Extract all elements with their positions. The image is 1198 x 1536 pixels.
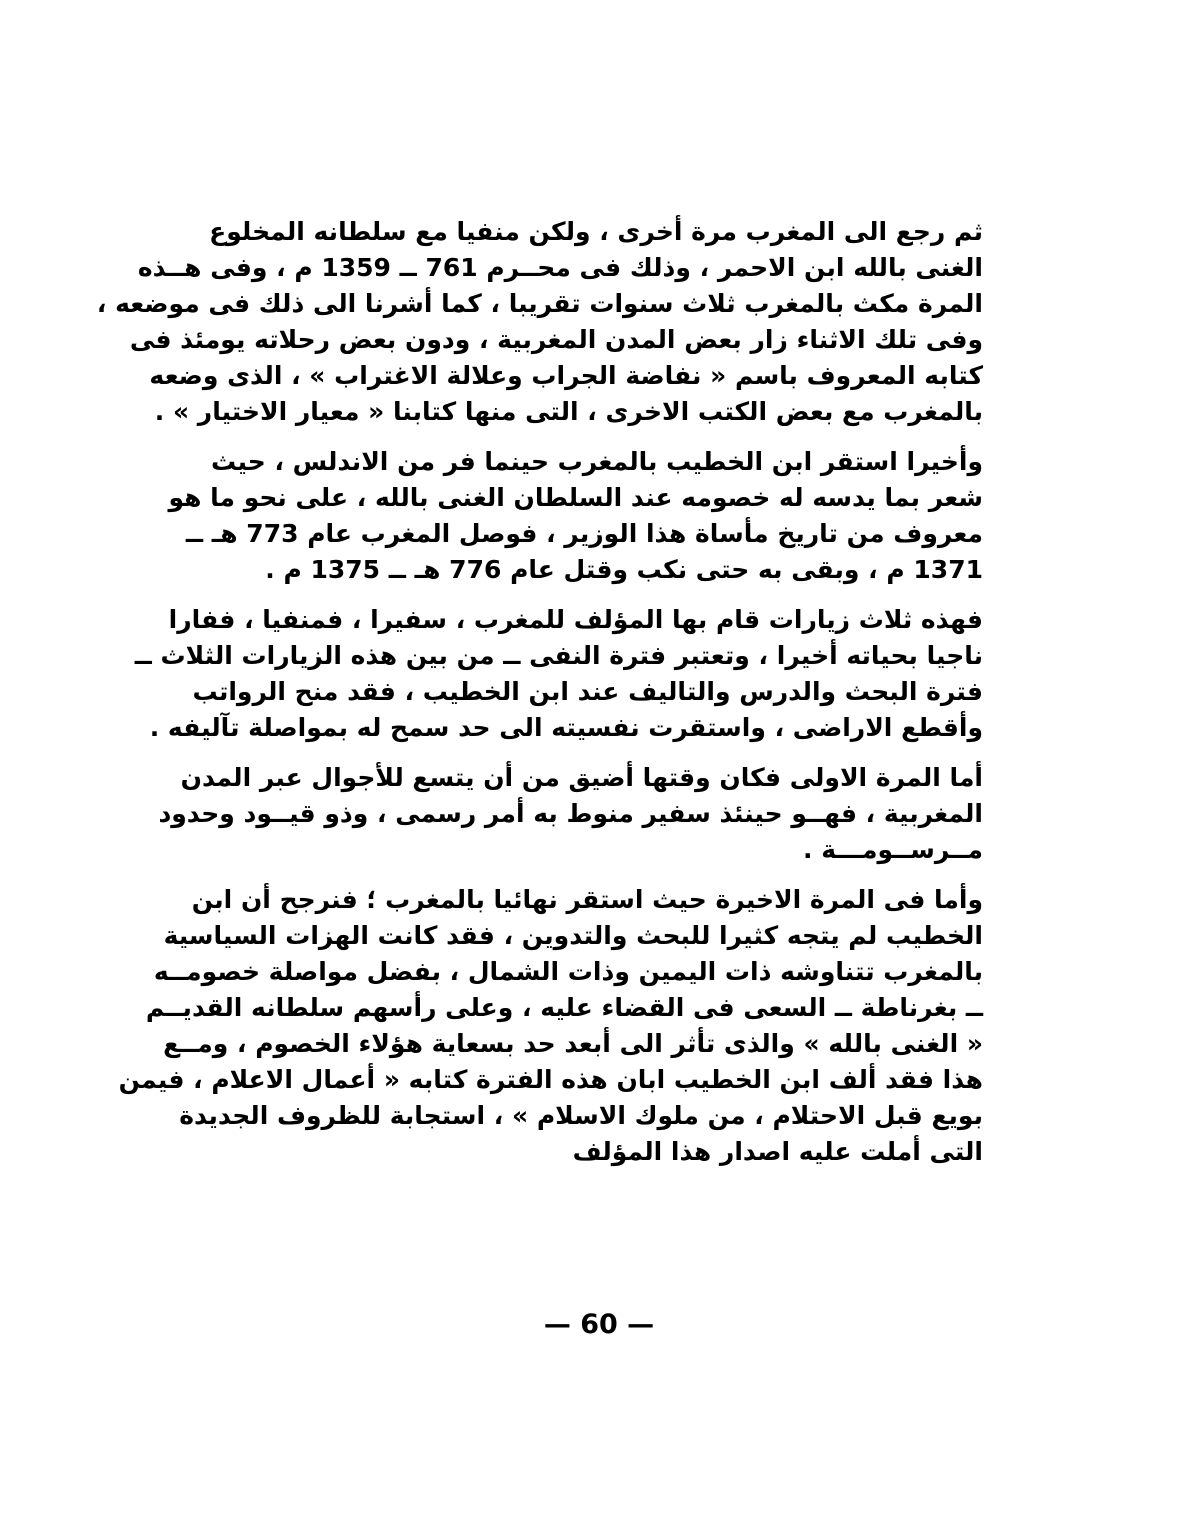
- text-line: فهذه ثلاث زيارات قام بها المؤلف للمغرب ، سفيرا ، فمنفيا ، ففارا: [168, 605, 983, 634]
- text-line: المرة مكث بالمغرب ثلاث سنوات تقريبا ، كما أشرنا الى ذلك فى موضعه ،: [96, 289, 983, 318]
- text-line: وأقطع الاراضى ، واستقرت نفسيته الى حد سمح له بمواصلة تآليفه .: [149, 713, 983, 742]
- text-line: الغنى بالله ابن الاحمر ، وذلك فى محــرم 761 ــ 1359 م ، وفى هــذه: [137, 253, 983, 282]
- text-line: التى أملت عليه اصدار هذا المؤلف: [572, 1137, 983, 1166]
- text-line: معروف من تاريخ مأساة هذا الوزير ، فوصل المغرب عام 773 هـ ــ: [185, 519, 983, 548]
- text-line: ناجيا بحياته أخيرا ، وتعتبر فترة النفى ــ من بين هذه الزيارات الثلاث ــ: [134, 641, 983, 670]
- text-line: 1371 م ، وبقى به حتى نكب وقتل عام 776 هـ ــ 1375 م .: [265, 555, 983, 584]
- text-line: الخطيب لم يتجه كثيرا للبحث والتدوين ، فقد كانت الهزات السياسية: [163, 921, 983, 950]
- text-line: وفى تلك الاثناء زار بعض المدن المغربية ، ودون بعض رحلاته يومئذ فى: [129, 325, 983, 354]
- text-line: بويع قبل الاحتلام ، من ملوك الاسلام » ، استجابة للظروف الجديدة: [179, 1101, 983, 1130]
- text-line: بالمغرب مع بعض الكتب الاخرى ، التى منها كتابنا « معيار الاختيار » .: [154, 397, 983, 426]
- paragraph: [118, 882, 983, 1170]
- text-line: ثم رجع الى المغرب مرة أخرى ، ولكن منفيا مع سلطانه المخلوع: [209, 217, 983, 246]
- paragraph: [158, 760, 983, 868]
- text-line: أما المرة الاولى فكان وقتها أضيق من أن يتسع للأجوال عبر المدن: [180, 763, 983, 792]
- text-line: « الغنى بالله » والذى تأثر الى أبعد حد بسعاية هؤلاء الخصوم ، ومــع: [163, 1029, 983, 1058]
- page-number: — 60 —: [543, 1309, 655, 1340]
- text-line: وأما فى المرة الاخيرة حيث استقر نهائيا بالمغرب ؛ فنرجح أن ابن: [191, 885, 983, 914]
- paragraph: [168, 444, 983, 588]
- text-line: شعر بما يدسه له خصومه عند السلطان الغنى بالله ، على نحو ما هو: [168, 483, 983, 512]
- paragraph: [134, 602, 983, 746]
- text-line: هذا فقد ألف ابن الخطيب ابان هذه الفترة كتابه « أعمال الاعلام ، فيمن: [118, 1065, 983, 1094]
- body-text: [96, 214, 983, 1184]
- text-line: وأخيرا استقر ابن الخطيب بالمغرب حينما فر من الاندلس ، حيث: [211, 447, 983, 476]
- text-line: كتابه المعروف باسم « نفاضة الجراب وعلالة الاغتراب » ، الذى وضعه: [149, 361, 983, 390]
- text-line: المغربية ، فهــو حينئذ سفير منوط به أمر رسمى ، وذو قيــود وحدود: [158, 799, 983, 828]
- text-line: مــرســومـــة .: [803, 835, 983, 864]
- text-line: بالمغرب تتناوشه ذات اليمين وذات الشمال ، بفضل مواصلة خصومــه: [153, 957, 983, 986]
- paragraph: [96, 214, 983, 430]
- text-line: ــ بغرناطة ــ السعى فى القضاء عليه ، وعلى رأسهم سلطانه القديــم: [145, 993, 983, 1022]
- text-line: فترة البحث والدرس والتاليف عند ابن الخطيب ، فقد منح الرواتب: [192, 677, 983, 706]
